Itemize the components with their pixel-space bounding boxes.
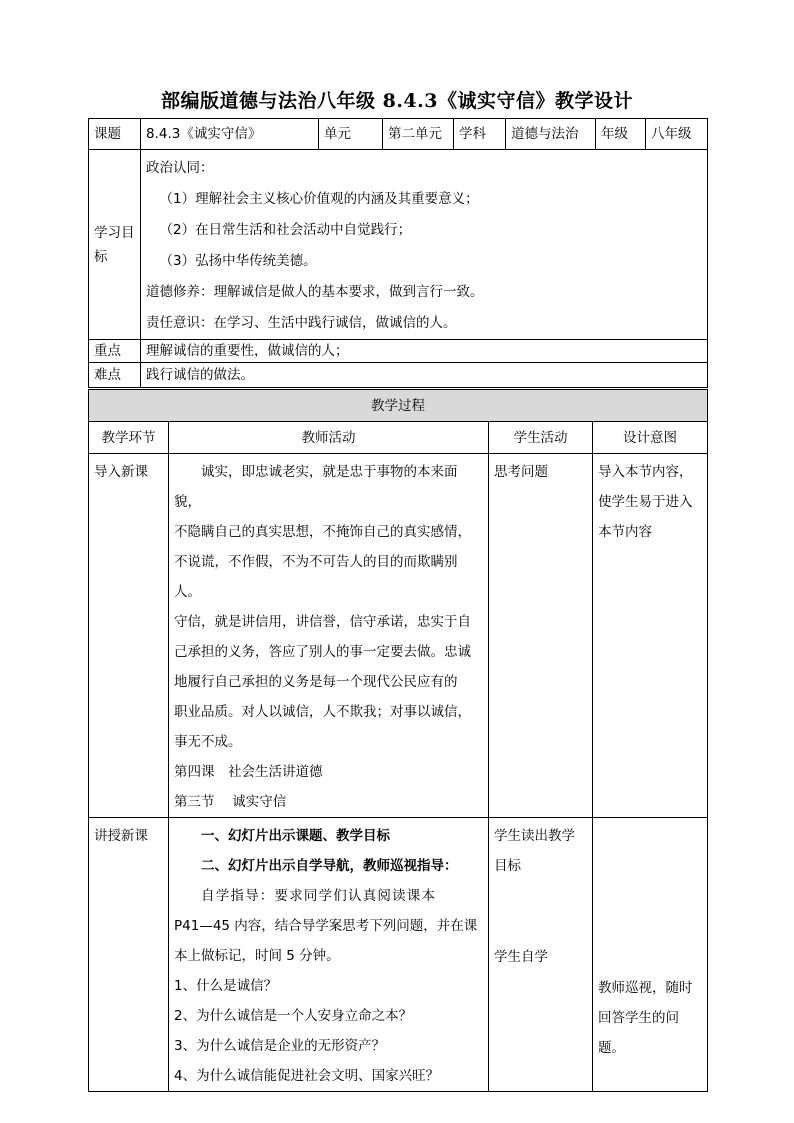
document-title: 部编版道德与法治八年级 8.4.3《诚实守信》教学设计	[160, 90, 633, 112]
objective-line: 政治认同：	[146, 160, 214, 176]
lecture-question: 3、为什么诚信是企业的无形资产？	[174, 1038, 386, 1054]
header-intent: 设计意图	[593, 422, 708, 454]
objective-line: （3）弘扬中华传统美德。	[159, 253, 317, 269]
objective-line: 责任意识：在学习、生活中践行诚信，做诚信的人。	[146, 315, 457, 331]
lecture-question: 4、为什么诚信能促进社会文明、国家兴旺？	[174, 1068, 440, 1084]
grade-label: 年级	[596, 119, 646, 150]
lecture-step: 一、幻灯片出示课题、教学目标	[201, 828, 390, 844]
lecture-guide-line: P41—45 内容，结合导学案思考下列问题，并在课	[174, 918, 478, 934]
lecture-student-line: 学生读出教学	[494, 828, 575, 844]
difficulty-value: 践行诚信的做法。	[141, 363, 708, 388]
unit-label: 单元	[319, 119, 383, 150]
course-label: 课题	[89, 119, 141, 150]
intro-teacher-line: 不隐瞒自己的真实思想，不掩饰自己的真实感情，	[174, 524, 471, 540]
objective-line: （2）在日常生活和社会活动中自觉践行；	[159, 222, 412, 238]
intro-intent-line: 导入本节内容，	[598, 464, 693, 480]
intro-teacher	[169, 454, 489, 818]
objectives-content	[141, 150, 708, 340]
lecture-intent-line: 回答学生的问题。	[598, 1010, 679, 1056]
lecture-question: 1、什么是诚信？	[174, 978, 278, 994]
lecture-step: 二、幻灯片出示自学导航，教师巡视指导：	[201, 858, 458, 874]
objectives-label: 学习目标	[89, 150, 141, 340]
lecture-student-self: 学生自学	[494, 949, 548, 965]
process-header-row	[89, 422, 708, 454]
course-info-table	[88, 118, 708, 388]
course-info-row	[89, 119, 708, 150]
intro-teacher-line: 己承担的义务，答应了别人的事一定要去做。忠诚	[174, 644, 471, 660]
process-band-row	[89, 390, 708, 422]
header-student: 学生活动	[489, 422, 593, 454]
objective-line: 道德修养：理解诚信是做人的基本要求，做到言行一致。	[146, 284, 484, 300]
objective-line: （1）理解社会主义核心价值观的内涵及其重要意义；	[159, 191, 479, 207]
intro-teacher-line: 守信，就是讲信用，讲信誉，信守承诺，忠实于自	[174, 614, 471, 630]
teaching-process-table	[88, 389, 708, 1092]
subject-value: 道德与法治	[506, 119, 596, 150]
intro-teacher-line: 第四课 社会生活讲道德	[174, 764, 323, 780]
key-point-value: 理解诚信的重要性，做诚信的人；	[141, 340, 708, 363]
course-value: 8.4.3《诚实守信》	[141, 119, 319, 150]
intro-teacher-line: 职业品质。对人以诚信，人不欺我；对事以诚信，	[174, 704, 471, 720]
unit-value: 第二单元	[383, 119, 454, 150]
intro-teacher-line: 诚实，即忠诚老实，就是忠于事物的本来面貌，	[174, 464, 458, 510]
grade-value: 八年级	[646, 119, 708, 150]
intro-teacher-line: 不说谎，不作假，不为不可告人的目的而欺瞒别人。	[174, 554, 458, 600]
lecture-intent	[593, 818, 708, 1092]
lecture-student	[489, 818, 593, 1092]
lecture-guide-line: 本上做标记，时间 5 分钟。	[174, 948, 340, 964]
process-band: 教学过程	[89, 390, 708, 422]
intro-student: 思考问题	[489, 454, 593, 818]
lecture-question: 2、为什么诚信是一个人安身立命之本？	[174, 1008, 413, 1024]
lecture-row	[89, 818, 708, 1092]
objectives-row	[89, 150, 708, 340]
intro-intent-line: 使学生易于进入	[598, 494, 693, 510]
intro-teacher-line: 地履行自己承担的义务是每一个现代公民应有的	[174, 674, 458, 690]
intro-teacher-line: 事无不成。	[174, 734, 242, 750]
lecture-guide-line: 自学指导：要求同学们认真阅读课本	[201, 888, 437, 904]
difficulty-label: 难点	[89, 363, 141, 388]
intro-stage: 导入新课	[89, 454, 169, 818]
intro-row	[89, 454, 708, 818]
lecture-student-line: 目标	[494, 858, 521, 874]
key-point-label: 重点	[89, 340, 141, 363]
lecture-teacher	[169, 818, 489, 1092]
subject-label: 学科	[454, 119, 506, 150]
intro-teacher-line: 第三节 诚实守信	[174, 794, 287, 810]
key-point-row	[89, 340, 708, 363]
difficulty-row	[89, 363, 708, 388]
header-teacher: 教师活动	[169, 422, 489, 454]
intro-intent-line: 本节内容	[598, 524, 652, 540]
intro-intent	[593, 454, 708, 818]
header-stage: 教学环节	[89, 422, 169, 454]
lecture-stage: 讲授新课	[89, 818, 169, 1092]
lecture-intent-line: 教师巡视，随时	[598, 980, 693, 996]
